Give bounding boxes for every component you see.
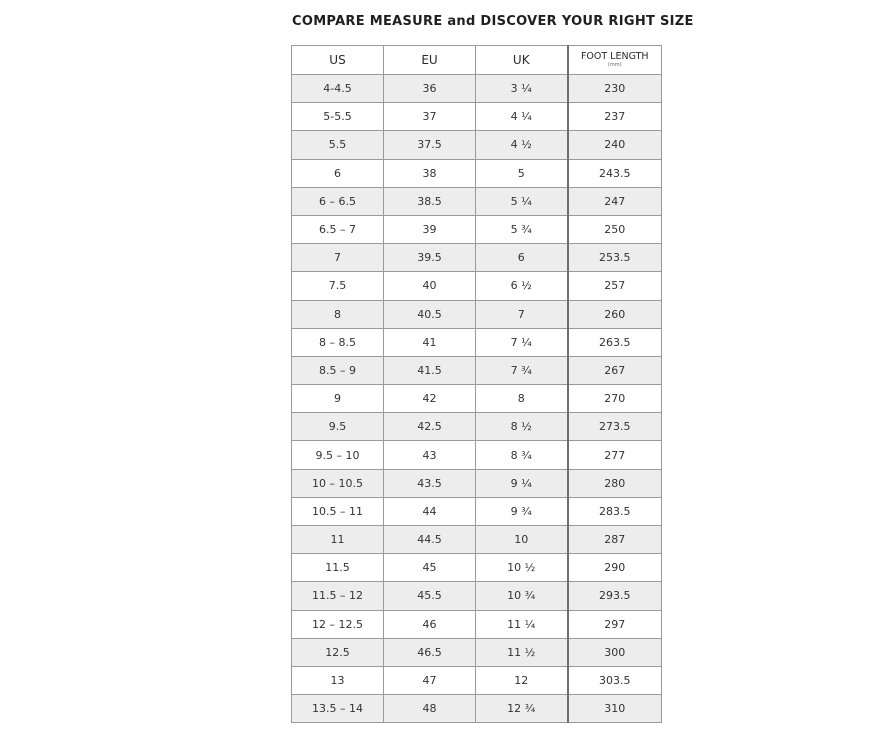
cell-uk: 6 ½	[476, 272, 568, 300]
table-row	[292, 187, 662, 215]
cell-foot-length: 263.5	[568, 328, 662, 356]
cell-us: 5.5	[292, 131, 384, 159]
table-row	[292, 272, 662, 300]
table-row	[292, 666, 662, 694]
cell-us: 11.5 – 12	[292, 582, 384, 610]
cell-eu: 40	[384, 272, 476, 300]
table-row	[292, 469, 662, 497]
cell-foot-length: 280	[568, 469, 662, 497]
header-eu: EU	[384, 46, 476, 75]
cell-foot-length: 293.5	[568, 582, 662, 610]
cell-foot-length: 243.5	[568, 159, 662, 187]
cell-foot-length: 267	[568, 356, 662, 384]
cell-us: 13.5 – 14	[292, 695, 384, 723]
cell-foot-length: 237	[568, 103, 662, 131]
table-header-row	[292, 46, 662, 75]
table-body	[292, 75, 662, 723]
cell-us: 6 – 6.5	[292, 187, 384, 215]
cell-foot-length: 230	[568, 75, 662, 103]
cell-us: 9.5	[292, 413, 384, 441]
cell-us: 9	[292, 385, 384, 413]
cell-us: 13	[292, 666, 384, 694]
cell-foot-length: 273.5	[568, 413, 662, 441]
table-row	[292, 441, 662, 469]
cell-eu: 36	[384, 75, 476, 103]
table-row	[292, 328, 662, 356]
cell-uk: 10 ½	[476, 554, 568, 582]
cell-us: 11.5	[292, 554, 384, 582]
cell-foot-length: 270	[568, 385, 662, 413]
table-row	[292, 300, 662, 328]
header-uk: UK	[476, 46, 568, 75]
cell-foot-length: 290	[568, 554, 662, 582]
cell-uk: 5	[476, 159, 568, 187]
cell-eu: 43	[384, 441, 476, 469]
table-row	[292, 413, 662, 441]
table-row	[292, 103, 662, 131]
cell-uk: 12	[476, 666, 568, 694]
cell-eu: 40.5	[384, 300, 476, 328]
cell-us: 5-5.5	[292, 103, 384, 131]
cell-eu: 39.5	[384, 244, 476, 272]
cell-us: 8.5 – 9	[292, 356, 384, 384]
cell-foot-length: 287	[568, 526, 662, 554]
cell-us: 12 – 12.5	[292, 610, 384, 638]
cell-foot-length: 257	[568, 272, 662, 300]
table-row	[292, 131, 662, 159]
cell-eu: 42	[384, 385, 476, 413]
cell-us: 12.5	[292, 638, 384, 666]
cell-eu: 46.5	[384, 638, 476, 666]
cell-uk: 8	[476, 385, 568, 413]
cell-foot-length: 277	[568, 441, 662, 469]
cell-eu: 48	[384, 695, 476, 723]
cell-eu: 45.5	[384, 582, 476, 610]
cell-uk: 6	[476, 244, 568, 272]
cell-uk: 7 ¾	[476, 356, 568, 384]
cell-foot-length: 250	[568, 215, 662, 243]
cell-eu: 43.5	[384, 469, 476, 497]
cell-uk: 3 ¼	[476, 75, 568, 103]
table-row	[292, 356, 662, 384]
cell-eu: 41.5	[384, 356, 476, 384]
table-row	[292, 695, 662, 723]
cell-us: 11	[292, 526, 384, 554]
cell-uk: 12 ¾	[476, 695, 568, 723]
cell-us: 6.5 – 7	[292, 215, 384, 243]
cell-eu: 44.5	[384, 526, 476, 554]
table-row	[292, 497, 662, 525]
cell-us: 9.5 – 10	[292, 441, 384, 469]
cell-us: 10.5 – 11	[292, 497, 384, 525]
cell-foot-length: 300	[568, 638, 662, 666]
table-row	[292, 385, 662, 413]
cell-eu: 38	[384, 159, 476, 187]
cell-uk: 5 ¾	[476, 215, 568, 243]
cell-uk: 11 ¼	[476, 610, 568, 638]
table-row	[292, 554, 662, 582]
cell-foot-length: 303.5	[568, 666, 662, 694]
cell-uk: 5 ¼	[476, 187, 568, 215]
header-us: US	[292, 46, 384, 75]
cell-eu: 44	[384, 497, 476, 525]
cell-uk: 7 ¼	[476, 328, 568, 356]
cell-foot-length: 247	[568, 187, 662, 215]
cell-us: 8	[292, 300, 384, 328]
header-foot-length-label: FOOT LENGTH	[580, 51, 649, 62]
cell-uk: 9 ¾	[476, 497, 568, 525]
cell-uk: 10 ¾	[476, 582, 568, 610]
cell-eu: 47	[384, 666, 476, 694]
cell-eu: 42.5	[384, 413, 476, 441]
cell-uk: 8 ½	[476, 413, 568, 441]
table-row	[292, 638, 662, 666]
cell-foot-length: 297	[568, 610, 662, 638]
cell-eu: 39	[384, 215, 476, 243]
cell-uk: 9 ¼	[476, 469, 568, 497]
cell-us: 4-4.5	[292, 75, 384, 103]
table-row	[292, 526, 662, 554]
cell-us: 10 – 10.5	[292, 469, 384, 497]
cell-eu: 46	[384, 610, 476, 638]
cell-us: 7	[292, 244, 384, 272]
cell-foot-length: 253.5	[568, 244, 662, 272]
table-row	[292, 582, 662, 610]
cell-foot-length: 283.5	[568, 497, 662, 525]
cell-uk: 11 ½	[476, 638, 568, 666]
cell-eu: 41	[384, 328, 476, 356]
table-row	[292, 159, 662, 187]
cell-us: 7.5	[292, 272, 384, 300]
cell-uk: 4 ¼	[476, 103, 568, 131]
cell-eu: 45	[384, 554, 476, 582]
cell-foot-length: 260	[568, 300, 662, 328]
cell-uk: 8 ¾	[476, 441, 568, 469]
cell-foot-length: 310	[568, 695, 662, 723]
cell-eu: 37	[384, 103, 476, 131]
table-row	[292, 610, 662, 638]
table-row	[292, 244, 662, 272]
cell-uk: 10	[476, 526, 568, 554]
cell-uk: 4 ½	[476, 131, 568, 159]
page-title: COMPARE MEASURE and DISCOVER YOUR RIGHT SIZE	[292, 14, 694, 29]
cell-eu: 37.5	[384, 131, 476, 159]
cell-us: 8 – 8.5	[292, 328, 384, 356]
cell-us: 6	[292, 159, 384, 187]
size-chart-table	[291, 45, 662, 723]
table-row	[292, 215, 662, 243]
cell-foot-length: 240	[568, 131, 662, 159]
cell-uk: 7	[476, 300, 568, 328]
cell-eu: 38.5	[384, 187, 476, 215]
table-row	[292, 75, 662, 103]
header-foot-length	[568, 46, 662, 75]
header-foot-length-unit: (mm)	[607, 62, 622, 68]
